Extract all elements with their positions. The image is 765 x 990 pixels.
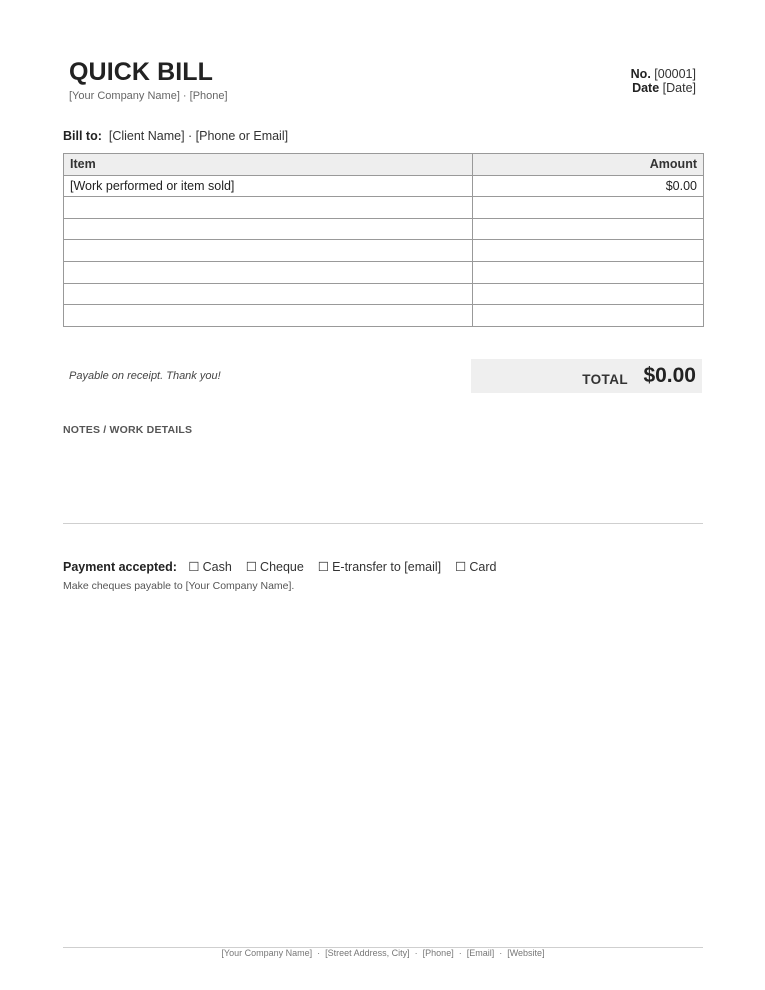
payment-option[interactable] [188,560,231,574]
payment-option[interactable] [246,560,304,574]
total-value: $0.00 [643,364,696,387]
payment-option[interactable] [318,560,441,574]
amount-cell[interactable] [473,240,704,262]
footer-separator: · [317,948,321,958]
bill-date [631,81,696,95]
bill-to-label: Bill to: [63,129,102,143]
cheque-note: Make cheques payable to [Your Company Name]. [63,580,295,592]
footer-separator: · [499,948,503,958]
footer-item: [Website] [507,948,545,958]
total-box [471,359,702,393]
footer-item: [Street Address, City] [325,948,410,958]
bill-date-label: Date [632,81,660,95]
amount-cell[interactable] [473,218,704,240]
payment-option-label: Cash [202,560,232,574]
items-table [63,153,704,327]
payment-option-label: Cheque [260,560,304,574]
item-cell[interactable] [64,305,473,327]
bill-number [631,67,696,81]
notes-divider [63,523,703,524]
payment-methods [63,559,510,574]
checkbox-icon[interactable]: ☐ [455,560,467,574]
payment-label: Payment accepted: [63,560,177,574]
checkbox-icon[interactable]: ☐ [188,560,200,574]
table-row [64,175,704,197]
bill-number-label: No. [630,67,651,81]
bill-title: QUICK BILL [69,58,214,86]
bill-date-value: [Date] [662,81,696,95]
amount-cell[interactable] [473,283,704,305]
footer [63,948,703,958]
amount-column-header: Amount [473,154,704,176]
payable-note: Payable on receipt. Thank you! [69,370,221,382]
table-row [64,240,704,262]
bill-to [63,129,288,143]
footer-item: [Email] [466,948,495,958]
table-row [64,261,704,283]
item-cell[interactable] [64,197,473,219]
item-cell[interactable]: [Work performed or item sold] [64,175,473,197]
item-cell[interactable] [64,261,473,283]
total-label: TOTAL [582,372,628,387]
item-cell[interactable] [64,283,473,305]
table-row [64,283,704,305]
amount-cell[interactable] [473,261,704,283]
payment-option-label: E-transfer to [email] [332,560,442,574]
payment-option-label: Card [469,560,497,574]
table-row [64,197,704,219]
table-row [64,305,704,327]
amount-cell[interactable] [473,305,704,327]
bill-to-value: [Client Name] · [Phone or Email] [108,129,289,143]
amount-cell[interactable] [473,197,704,219]
table-row [64,218,704,240]
checkbox-icon[interactable]: ☐ [245,560,258,574]
bill-meta [631,67,696,95]
payment-option[interactable] [455,560,496,574]
items-header-row [64,154,704,176]
item-column-header: Item [64,154,473,176]
checkbox-icon[interactable]: ☐ [317,560,330,574]
item-cell[interactable] [64,240,473,262]
item-cell[interactable] [64,218,473,240]
footer-item: [Your Company Name] [221,948,313,958]
footer-item: [Phone] [422,948,454,958]
notes-heading: NOTES / WORK DETAILS [63,424,193,436]
bill-number-value: [00001] [654,67,696,81]
footer-separator: · [414,948,418,958]
amount-cell[interactable]: $0.00 [473,175,704,197]
bill-subtitle: [Your Company Name] · [Phone] [69,90,228,102]
footer-separator: · [458,948,462,958]
